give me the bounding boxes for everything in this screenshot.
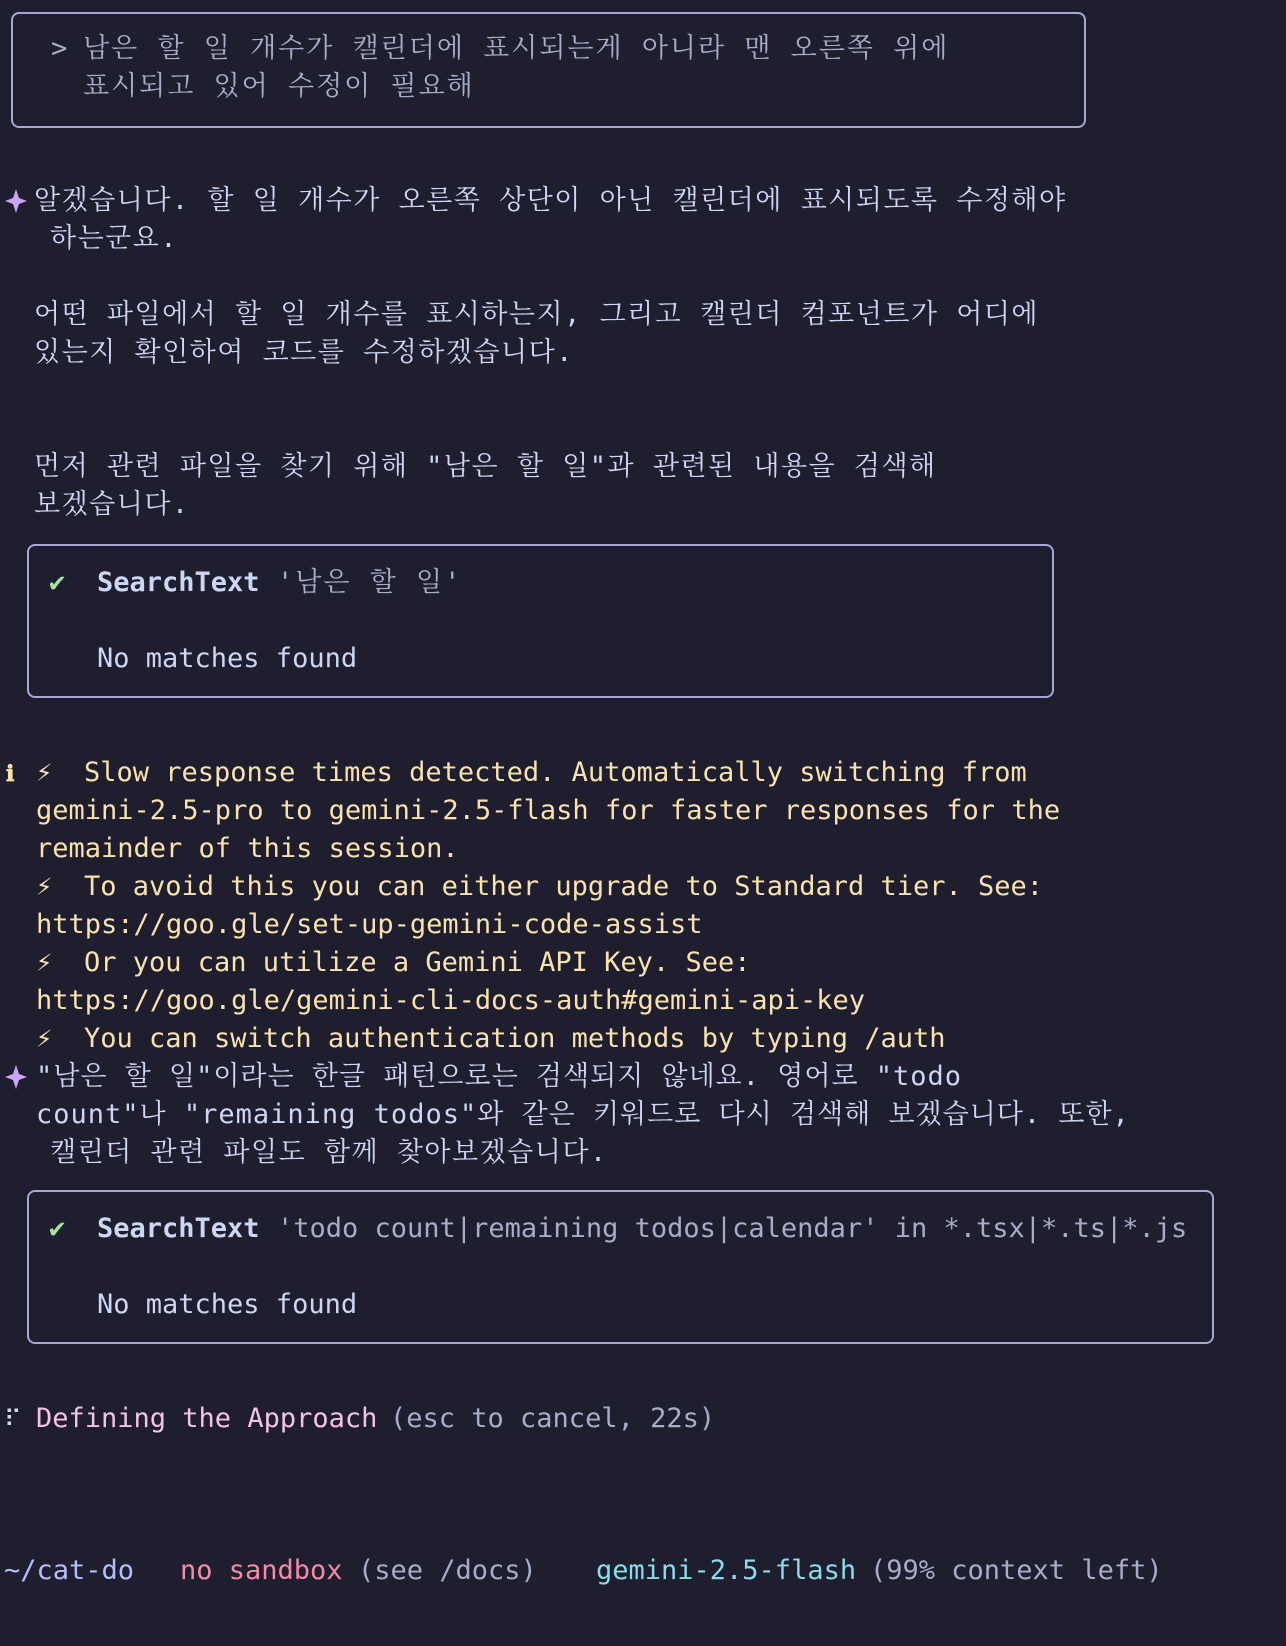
checkmark-icon: ✔ [49, 567, 66, 598]
tool-result: No matches found [97, 1289, 358, 1320]
footer-context: (99% context left) [870, 1555, 1163, 1586]
spinner-icon: ⠏ [4, 1405, 22, 1433]
info-icon: ℹ [6, 762, 15, 787]
tool-name: SearchText [97, 1213, 260, 1244]
response-2-line-3: 캘린더 관련 파일도 함께 찾아보겠습니다. [50, 1137, 608, 1168]
response-2-line-1: "남은 할 일"이라는 한글 패턴으로는 검색되지 않네요. 영어로 "todo [36, 1061, 963, 1092]
lightning-bolt-icon: ⚡ [36, 757, 53, 788]
tool-args: '남은 할 일' [277, 567, 463, 598]
lightning-bolt-icon: ⚡ [36, 947, 53, 978]
footer-cwd: ~/cat-do [4, 1555, 135, 1586]
response-1-line-2: 하는군요. [50, 223, 179, 254]
footer-sandbox-hint: (see /docs) [358, 1555, 537, 1586]
status-label: Defining the Approach [36, 1403, 378, 1434]
info-line-1: Slow response times detected. Automatically switching from [84, 757, 1027, 788]
user-prompt-line-1: 남은 할 일 개수가 캘린더에 표시되는게 아니라 맨 오른쪽 위에 [83, 33, 950, 64]
response-1-line-4: 있는지 확인하여 코드를 수정하겠습니다. [34, 337, 574, 368]
lightning-bolt-icon: ⚡ [36, 1023, 53, 1054]
status-hint: (esc to cancel, 22s) [390, 1403, 716, 1434]
response-1-line-1: 알겠습니다. 할 일 개수가 오른쪽 상단이 아닌 캘린더에 표시되도록 수정해야 [34, 185, 1067, 216]
prompt-chevron-icon: > [51, 33, 68, 64]
sparkle-icon [4, 1064, 28, 1090]
footer-sandbox: no sandbox [180, 1555, 343, 1586]
lightning-bolt-icon: ⚡ [36, 871, 53, 902]
user-prompt-box [11, 12, 1086, 128]
checkmark-icon: ✔ [49, 1213, 66, 1244]
user-prompt-line-2: 표시되고 있어 수정이 필요해 [83, 71, 475, 102]
response-1-line-6: 보겠습니다. [34, 489, 190, 520]
info-line-8: You can switch authentication methods by typing /auth [84, 1023, 946, 1054]
tool-call-box-2 [27, 1190, 1214, 1344]
footer-model: gemini-2.5-flash [596, 1555, 857, 1586]
info-line-6: Or you can utilize a Gemini API Key. See: [84, 947, 751, 978]
response-1-line-5: 먼저 관련 파일을 찾기 위해 "남은 할 일"과 관련된 내용을 검색해 [34, 451, 937, 482]
info-line-4: To avoid this you can either upgrade to Standard tier. See: [84, 871, 1044, 902]
sparkle-icon [4, 188, 28, 214]
tool-args: 'todo count|remaining todos|calendar' in *.tsx|*.ts|*.js [277, 1213, 1188, 1244]
info-line-3: remainder of this session. [36, 833, 459, 864]
tool-call-box-1 [27, 544, 1054, 698]
info-link-2[interactable]: https://goo.gle/gemini-cli-docs-auth#gemini-api-key [36, 985, 866, 1016]
response-1-line-3: 어떤 파일에서 할 일 개수를 표시하는지, 그리고 캘린더 컴포넌트가 어디에 [34, 299, 1040, 330]
tool-name: SearchText [97, 567, 260, 598]
info-link-1[interactable]: https://goo.gle/set-up-gemini-code-assist [36, 909, 703, 940]
response-2-line-2: count"나 "remaining todos"와 같은 키워드로 다시 검색해 보겠습니다. 또한, [36, 1099, 1130, 1130]
tool-result: No matches found [97, 643, 358, 674]
info-line-2: gemini-2.5-pro to gemini-2.5-flash for faster responses for the [36, 795, 1061, 826]
